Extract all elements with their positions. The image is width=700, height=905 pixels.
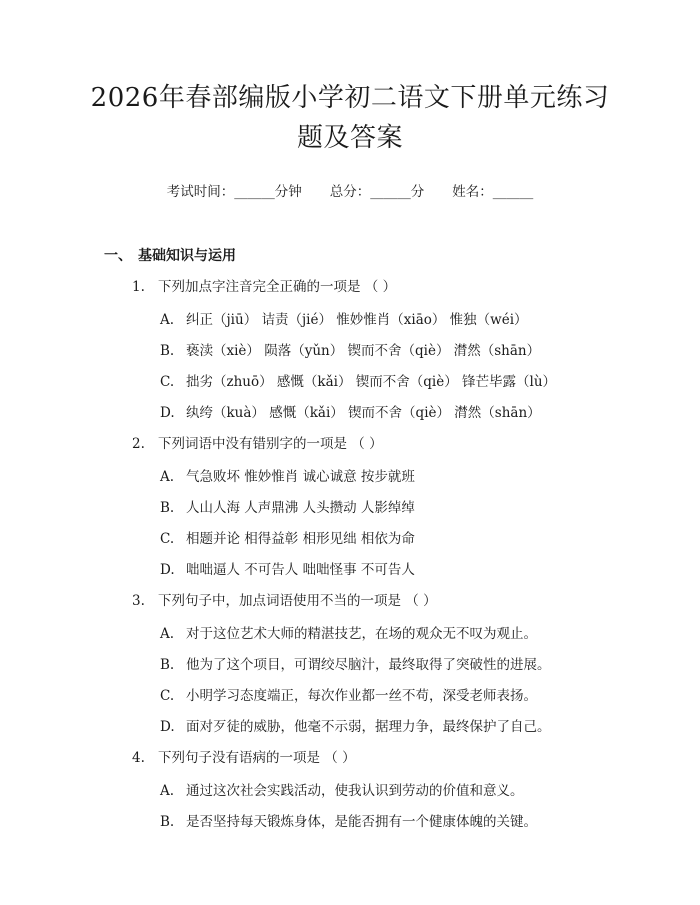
question-1 bbox=[0, 277, 700, 297]
option-label: D. bbox=[160, 562, 175, 578]
student-name-label: 姓名：______ bbox=[452, 184, 534, 200]
question-number: 1. bbox=[132, 279, 145, 295]
option-text: 对于这位艺术大师的精湛技艺，在场的观众无不叹为观止。 bbox=[186, 626, 537, 642]
option-4a bbox=[0, 781, 700, 801]
section-title: 基础知识与运用 bbox=[138, 248, 236, 264]
option-text: 纨绔（kuà） 感慨（kǎi） 锲而不舍（qiè） 潸然（shān） bbox=[186, 405, 541, 421]
question-text: 下列加点字注音完全正确的一项是 （ ） bbox=[158, 279, 397, 295]
option-2a bbox=[0, 467, 700, 487]
option-label: A. bbox=[160, 312, 175, 328]
section-heading bbox=[0, 246, 700, 266]
question-text: 下列词语中没有错别字的一项是 （ ） bbox=[158, 436, 383, 452]
option-text: 气急败坏 惟妙惟肖 诚心诚意 按步就班 bbox=[186, 469, 415, 485]
option-3a bbox=[0, 624, 700, 644]
option-text: 咄咄逼人 不可告人 咄咄怪事 不可告人 bbox=[186, 562, 415, 578]
exam-time-label: 考试时间：______分钟 bbox=[166, 184, 302, 200]
page-title: 2026年春部编版小学初二语文下册单元练习题及答案 bbox=[90, 83, 610, 153]
question-2 bbox=[0, 434, 700, 454]
question-4 bbox=[0, 748, 700, 768]
question-number: 4. bbox=[132, 750, 145, 766]
option-label: B. bbox=[160, 500, 175, 516]
option-text: 面对歹徒的威胁，他毫不示弱，据理力争，最终保护了自己。 bbox=[186, 719, 551, 735]
question-number: 3. bbox=[132, 593, 145, 609]
question-text: 下列句子没有语病的一项是 （ ） bbox=[158, 750, 356, 766]
option-label: B. bbox=[160, 814, 175, 830]
option-text: 人山人海 人声鼎沸 人头攒动 人影绰绰 bbox=[186, 500, 415, 516]
option-text: 纠正（jiū） 诘责（jié） 惟妙惟肖（xiāo） 惟独（wéi） bbox=[186, 312, 528, 328]
option-text: 通过这次社会实践活动，使我认识到劳动的价值和意义。 bbox=[186, 783, 524, 799]
total-score-label: 总分：______分 bbox=[329, 184, 425, 200]
option-label: A. bbox=[160, 626, 175, 642]
option-2b bbox=[0, 498, 700, 518]
option-3b bbox=[0, 655, 700, 675]
option-2d bbox=[0, 560, 700, 580]
option-3d bbox=[0, 717, 700, 737]
option-label: D. bbox=[160, 719, 175, 735]
option-1a bbox=[0, 310, 700, 330]
option-label: D. bbox=[160, 405, 175, 421]
question-number: 2. bbox=[132, 436, 145, 452]
option-1c bbox=[0, 372, 700, 392]
option-label: B. bbox=[160, 343, 175, 359]
option-label: C. bbox=[160, 688, 175, 704]
option-2c bbox=[0, 529, 700, 549]
option-text: 他为了这个项目，可谓绞尽脑汁，最终取得了突破性的进展。 bbox=[186, 657, 551, 673]
option-1b bbox=[0, 341, 700, 361]
option-text: 小明学习态度端正，每次作业都一丝不苟，深受老师表扬。 bbox=[186, 688, 537, 704]
option-label: A. bbox=[160, 469, 175, 485]
exam-meta bbox=[0, 182, 700, 202]
option-label: A. bbox=[160, 783, 175, 799]
option-text: 亵渎（xiè） 陨落（yǔn） 锲而不舍（qiè） 潸然（shān） bbox=[186, 343, 541, 359]
option-3c bbox=[0, 686, 700, 706]
question-text: 下列句子中，加点词语使用不当的一项是 （ ） bbox=[158, 593, 437, 609]
option-text: 是否坚持每天锻炼身体，是能否拥有一个健康体魄的关键。 bbox=[186, 814, 537, 830]
option-1d bbox=[0, 403, 700, 423]
option-label: B. bbox=[160, 657, 175, 673]
option-text: 相题并论 相得益彰 相形见绌 相依为命 bbox=[186, 531, 415, 547]
option-text: 拙劣（zhuō） 感慨（kǎi） 锲而不舍（qiè） 锋芒毕露（lù） bbox=[186, 374, 557, 390]
option-label: C. bbox=[160, 531, 175, 547]
option-4b bbox=[0, 812, 700, 832]
question-3 bbox=[0, 591, 700, 611]
option-label: C. bbox=[160, 374, 175, 390]
section-number: 一、 bbox=[104, 248, 132, 264]
